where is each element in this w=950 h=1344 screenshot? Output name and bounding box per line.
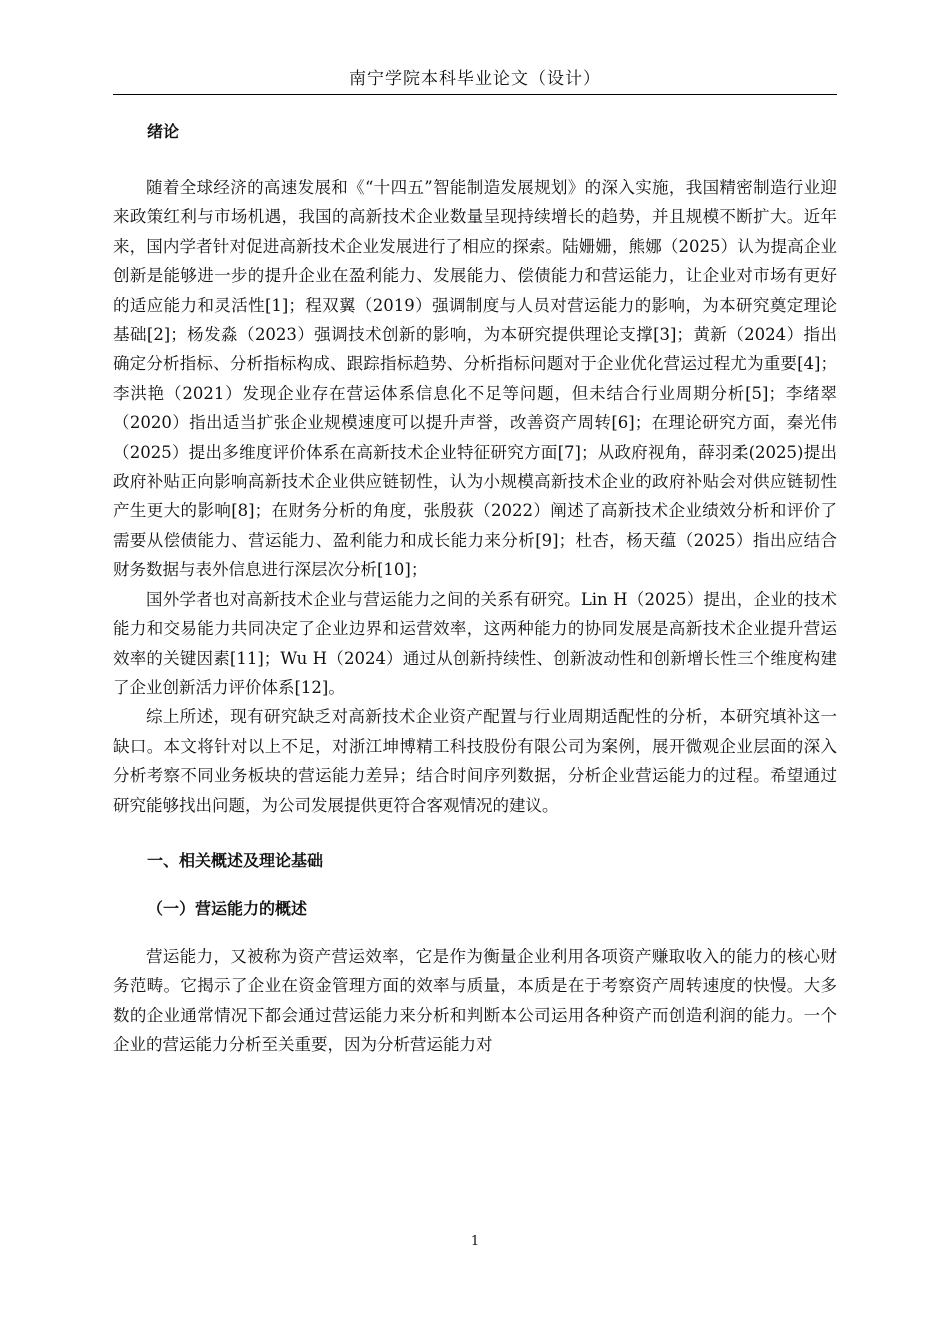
intro-paragraph-1: 随着全球经济的高速发展和《“十四五”智能制造发展规划》的深入实施，我国精密制造行业迎来政策红利与市场机遇，我国的高新技术企业数量呈现持续增长的趋势，并且规模不断扩大。近年来，国内学者针对促进高新技术企业发展进行了相应的探索。陆姗姗，熊娜（2025）认为提高企业创新是能够进一步的提升企业在盈利能力、发展能力、偿债能力和营运能力，让企业对市场有更好的适应能力和灵活性[1]；程双翼（2019）强调制度与人员对营运能力的影响，为本研究奠定理论基础[2]；杨发淼（2023）强调技术创新的影响，为本研究提供理论支撑[3]；黄新（2024）指出确定分析指标、分析指标构成、跟踪指标趋势、分析指标问题对于企业优化营运过程尤为重要[4]；李洪艳（2021）发现企业存在营运体系信息化不足等问题，但未结合行业周期分析[5]；李绪翠（2020）指出适当扩张企业规模速度可以提升声誉，改善资产周转[6]；在理论研究方面，秦光伟（2025）提出多维度评价体系在高新技术企业特征研究方面[7]；从政府视角，薛羽柔(2025)提出政府补贴正向影响高新技术企业供应链韧性，认为小规模高新技术企业的政府补贴会对供应链韧性产生更大的影响[8]；在财务分析的角度，张殷荻（2022）阐述了高新技术企业绩效分析和评价了需要从偿债能力、营运能力、盈利能力和成长能力来分析[9]；杜杏，杨天蕴（2025）指出应结合财务数据与表外信息进行深层次分析[10]；: [113, 178, 837, 580]
running-header: 南宁学院本科毕业论文（设计）: [349, 69, 601, 89]
page-number: 1: [470, 1234, 480, 1249]
intro-paragraph-3: 综上所述，现有研究缺乏对高新技术企业资产配置与行业周期适配性的分析，本研究填补这一缺口。本文将针对以上不足，对浙江坤博精工科技股份有限公司为案例，展开微观企业层面的深入分析考察不同业务板块的营运能力差异；结合时间序列数据，分析企业营运能力的过程。希望通过研究能够找出问题，为公司发展提供更符合客观情况的建议。: [113, 707, 837, 815]
intro-paragraph-2: 国外学者也对高新技术企业与营运能力之间的关系有研究。Lin H（2025）提出，企业的技术能力和交易能力共同决定了企业边界和运营效率，这两种能力的协同发展是高新技术企业提升营运效率的关键因素[11]；Wu H（2024）通过从创新持续性、创新波动性和创新增长性三个维度构建了企业创新活力评价体系[12]。: [113, 589, 837, 697]
page-body: [113, 117, 837, 1060]
intro-heading: 绪论: [147, 122, 180, 141]
section-1-paragraph: 营运能力，又被称为资产营运效率，它是作为衡量企业利用各项资产赚取收入的能力的核心财务范畴。它揭示了企业在资金管理方面的效率与质量，本质是在于考察资产周转速度的快慢。大多数的企业通常情况下都会通过营运能力来分析和判断本公司运用各种资产而创造利润的能力。一个企业的营运能力分析至关重要，因为分析营运能力对: [113, 946, 837, 1055]
subsection-1-1-heading: （一）营运能力的概述: [147, 898, 308, 918]
section-1-heading: 一、相关概述及理论基础: [147, 850, 324, 870]
header-rule: [113, 94, 837, 95]
